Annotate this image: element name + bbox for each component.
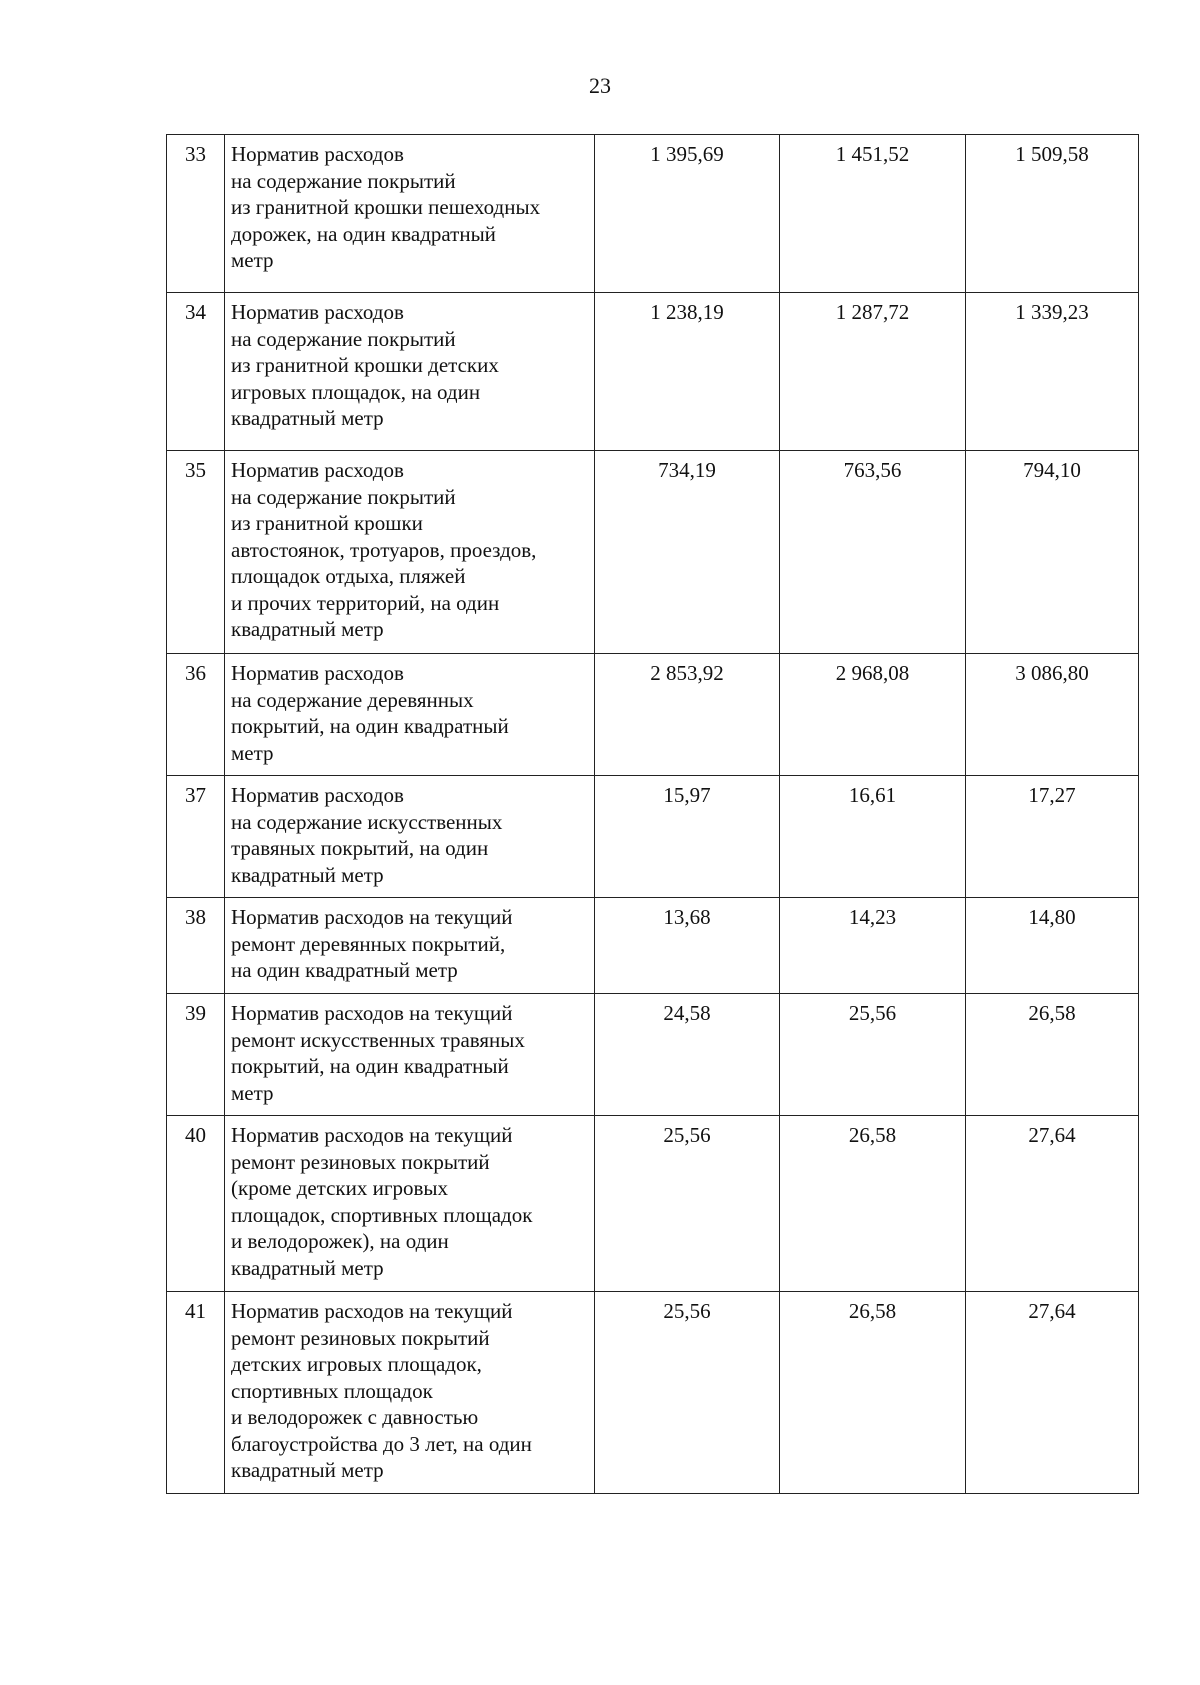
row-description: Норматив расходов на содержание деревянных покрытий, на один квадратный метр [225,654,595,776]
row-description: Норматив расходов на содержание покрытий из гранитной крошки пешеходных дорожек, на один квадратный метр [225,135,595,293]
row-number: 41 [167,1292,225,1494]
table-row [167,898,1139,994]
row-value-2: 2 968,08 [780,654,966,776]
row-value-3: 14,80 [966,898,1139,994]
row-description: Норматив расходов на содержание покрытий из гранитной крошки автостоянок, тротуаров, проездов, площадок отдыха, пляжей и прочих территорий, на один квадратный метр [225,451,595,654]
row-value-2: 26,58 [780,1292,966,1494]
row-description: Норматив расходов на текущий ремонт резиновых покрытий детских игровых площадок, спортивных площадок и велодорожек с давностью благоустройства до 3 лет, на один квадратный метр [225,1292,595,1494]
table-row [167,1116,1139,1292]
row-value-3: 794,10 [966,451,1139,654]
norms-table [166,134,1139,1494]
row-value-1: 13,68 [595,898,780,994]
row-value-3: 3 086,80 [966,654,1139,776]
row-value-1: 15,97 [595,776,780,898]
row-value-1: 1 395,69 [595,135,780,293]
table-row [167,135,1139,293]
row-value-3: 27,64 [966,1116,1139,1292]
row-value-2: 1 451,52 [780,135,966,293]
row-value-2: 14,23 [780,898,966,994]
row-number: 36 [167,654,225,776]
row-number: 33 [167,135,225,293]
row-description: Норматив расходов на текущий ремонт искусственных травяных покрытий, на один квадратный метр [225,994,595,1116]
row-value-1: 25,56 [595,1292,780,1494]
row-number: 34 [167,293,225,451]
row-number: 35 [167,451,225,654]
row-number: 40 [167,1116,225,1292]
table-row [167,654,1139,776]
row-value-3: 1 509,58 [966,135,1139,293]
row-value-3: 27,64 [966,1292,1139,1494]
row-value-2: 1 287,72 [780,293,966,451]
table-row [167,293,1139,451]
table-row [167,1292,1139,1494]
row-value-2: 763,56 [780,451,966,654]
row-value-1: 24,58 [595,994,780,1116]
row-value-1: 2 853,92 [595,654,780,776]
table-row [167,994,1139,1116]
row-description: Норматив расходов на текущий ремонт деревянных покрытий, на один квадратный метр [225,898,595,994]
table-row [167,451,1139,654]
row-value-1: 25,56 [595,1116,780,1292]
norms-table-body [167,135,1139,1494]
row-description: Норматив расходов на содержание искусственных травяных покрытий, на один квадратный метр [225,776,595,898]
row-number: 39 [167,994,225,1116]
row-value-3: 1 339,23 [966,293,1139,451]
page-number: 23 [589,73,611,98]
row-value-1: 1 238,19 [595,293,780,451]
row-number: 37 [167,776,225,898]
row-description: Норматив расходов на текущий ремонт резиновых покрытий (кроме детских игровых площадок, спортивных площадок и велодорожек), на один квадратный метр [225,1116,595,1292]
row-number: 38 [167,898,225,994]
row-description: Норматив расходов на содержание покрытий из гранитной крошки детских игровых площадок, на один квадратный метр [225,293,595,451]
row-value-3: 26,58 [966,994,1139,1116]
table-row [167,776,1139,898]
row-value-2: 25,56 [780,994,966,1116]
row-value-3: 17,27 [966,776,1139,898]
row-value-2: 26,58 [780,1116,966,1292]
row-value-2: 16,61 [780,776,966,898]
row-value-1: 734,19 [595,451,780,654]
